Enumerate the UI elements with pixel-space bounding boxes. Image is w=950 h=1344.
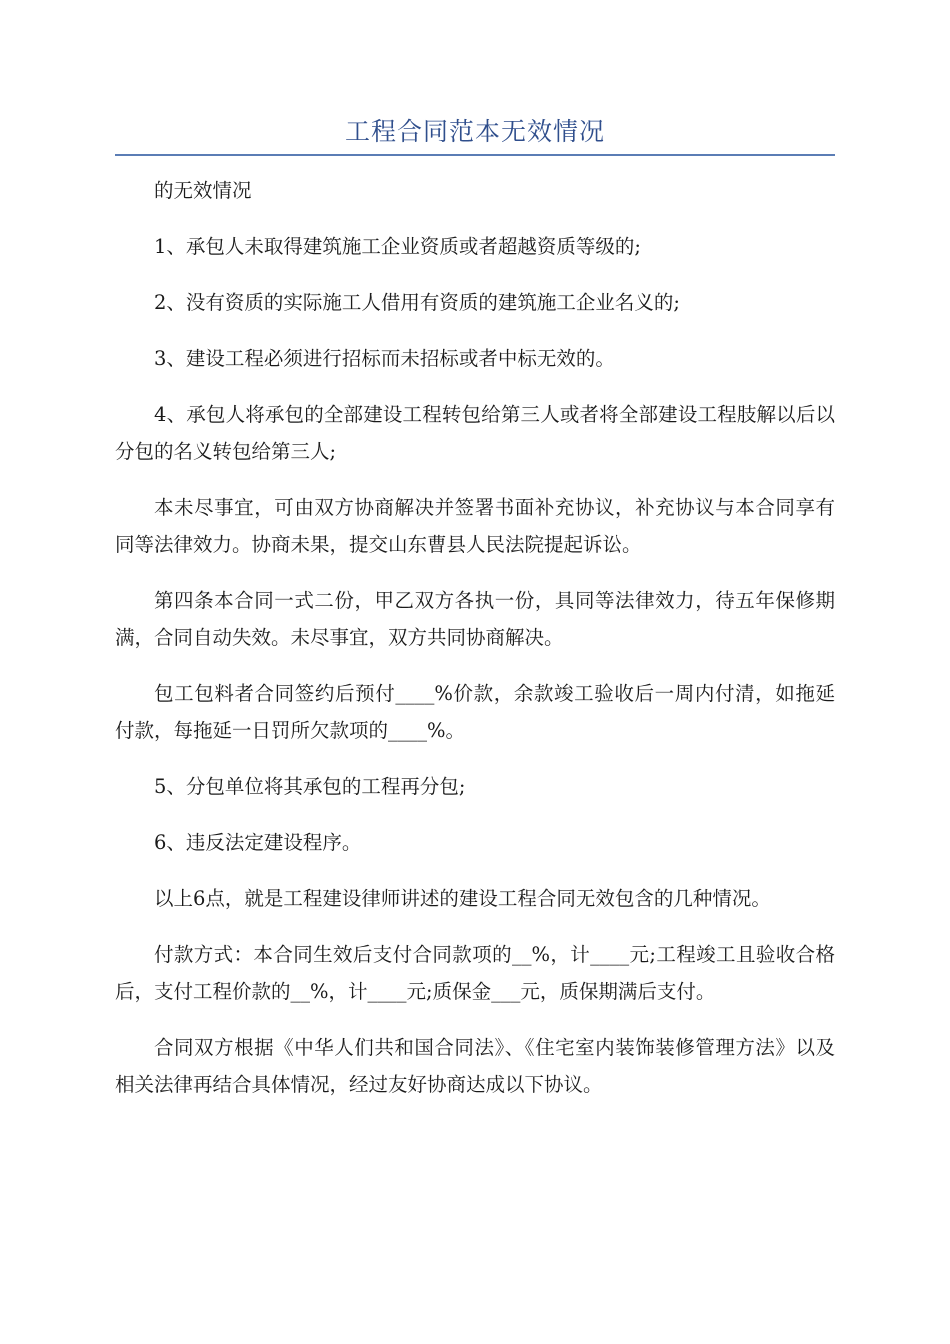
paragraph: 合同双方根据《中华人们共和国合同法》、《住宅室内装饰装修管理方法》以及相关法律再结合具体情况，经过友好协商达成以下协议。: [115, 1036, 835, 1096]
paragraph: 4、承包人将承包的全部建设工程转包给第三人或者将全部建设工程肢解以后以分包的名义转包给第三人;: [115, 403, 835, 463]
paragraph: 包工包料者合同签约后预付____%价款，余款竣工验收后一周内付清，如拖延付款，每拖延一日罚所欠款项的____%。: [115, 682, 835, 742]
paragraph: 1、承包人未取得建筑施工企业资质或者超越资质等级的;: [154, 235, 641, 258]
paragraph: 5、分包单位将其承包的工程再分包;: [154, 775, 466, 798]
document-title: 工程合同范本无效情况: [344, 117, 605, 146]
paragraph: 的无效情况: [154, 179, 252, 202]
paragraph: 第四条本合同一式二份，甲乙双方各执一份，具同等法律效力，待五年保修期满，合同自动失效。未尽事宜，双方共同协商解决。: [115, 589, 835, 649]
paragraph: 6、违反法定建设程序。: [154, 831, 362, 854]
paragraph: 付款方式：本合同生效后支付合同款项的__%，计____元;工程竣工且验收合格后，支付工程价款的__%，计____元;质保金___元，质保期满后支付。: [115, 943, 835, 1003]
paragraph: 以上6点，就是工程建设律师讲述的建设工程合同无效包含的几种情况。: [154, 887, 771, 910]
document-body: [115, 172, 835, 1122]
paragraph: 2、没有资质的实际施工人借用有资质的建筑施工企业名义的;: [154, 291, 680, 314]
paragraph: 3、建设工程必须进行招标而未招标或者中标无效的。: [154, 347, 615, 370]
paragraph: 本未尽事宜，可由双方协商解决并签署书面补充协议，补充协议与本合同享有同等法律效力。协商未果，提交山东曹县人民法院提起诉讼。: [115, 496, 835, 556]
title-underline: [115, 154, 835, 156]
